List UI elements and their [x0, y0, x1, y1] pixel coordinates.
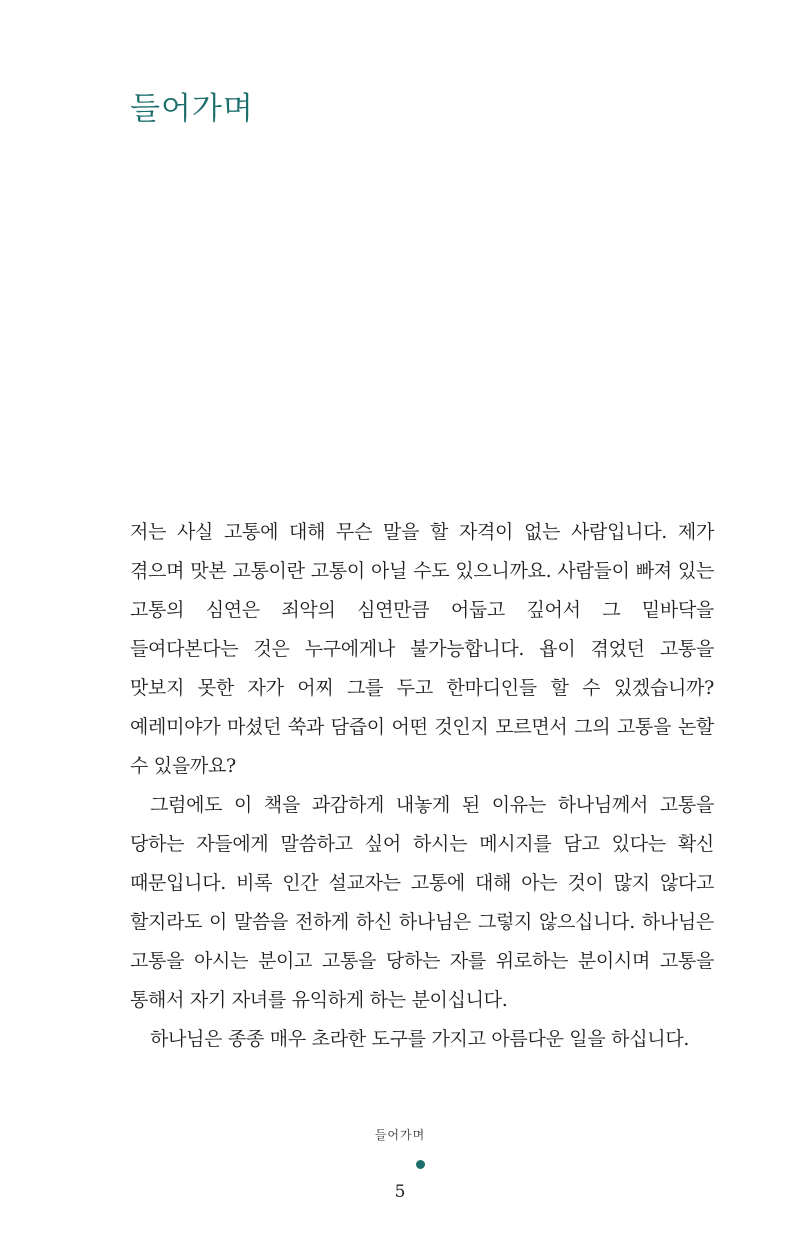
page-number: 5 — [394, 1182, 406, 1202]
paragraph-3: 하나님은 종종 매우 초라한 도구를 가지고 아름다운 일을 하십니다. — [150, 1028, 690, 1050]
paragraph-1: 저는 사실 고통에 대해 무슨 말을 할 자격이 없는 사람입니다. 제가 겪으며 맛본 고통이란 고통이 아닐 수도 있으니까요. 사람들이 빠져 있는 고통의 심연은 죄악의 심연만큼 어둡고 깊어서 그 밑바닥을 들여다본다는 것은 누구에게나 불가능합니다. 욥이 겪었던 고통을 맛보지 못한 자가 어찌 그를 두고 한마디인들 할 수 있겠습니까? 예레미야가 마셨던 쑥과 담즙이 어떤 것인지 모르면서 그의 고통을 논할 수 있을까요? — [130, 521, 714, 777]
running-footer: 들어가며 — [374, 1128, 426, 1142]
body-text — [130, 513, 714, 1059]
paragraph-2: 그럼에도 이 책을 과감하게 내놓게 된 이유는 하나님께서 고통을 당하는 자들에게 말씀하고 싶어 하시는 메시지를 담고 있다는 확신 때문입니다. 비록 인간 설교자는 고통에 대해 아는 것이 많지 않다고 할지라도 이 말씀을 전하게 하신 하나님은 그렇지 않으십니다. 하나님은 고통을 아시는 분이고 고통을 당하는 자를 위로하는 분이시며 고통을 통해서 자기 자녀를 유익하게 하는 분이십니다. — [130, 794, 714, 1011]
footer-dot-ornament — [416, 1160, 425, 1169]
chapter-title: 들어가며 — [130, 91, 254, 127]
